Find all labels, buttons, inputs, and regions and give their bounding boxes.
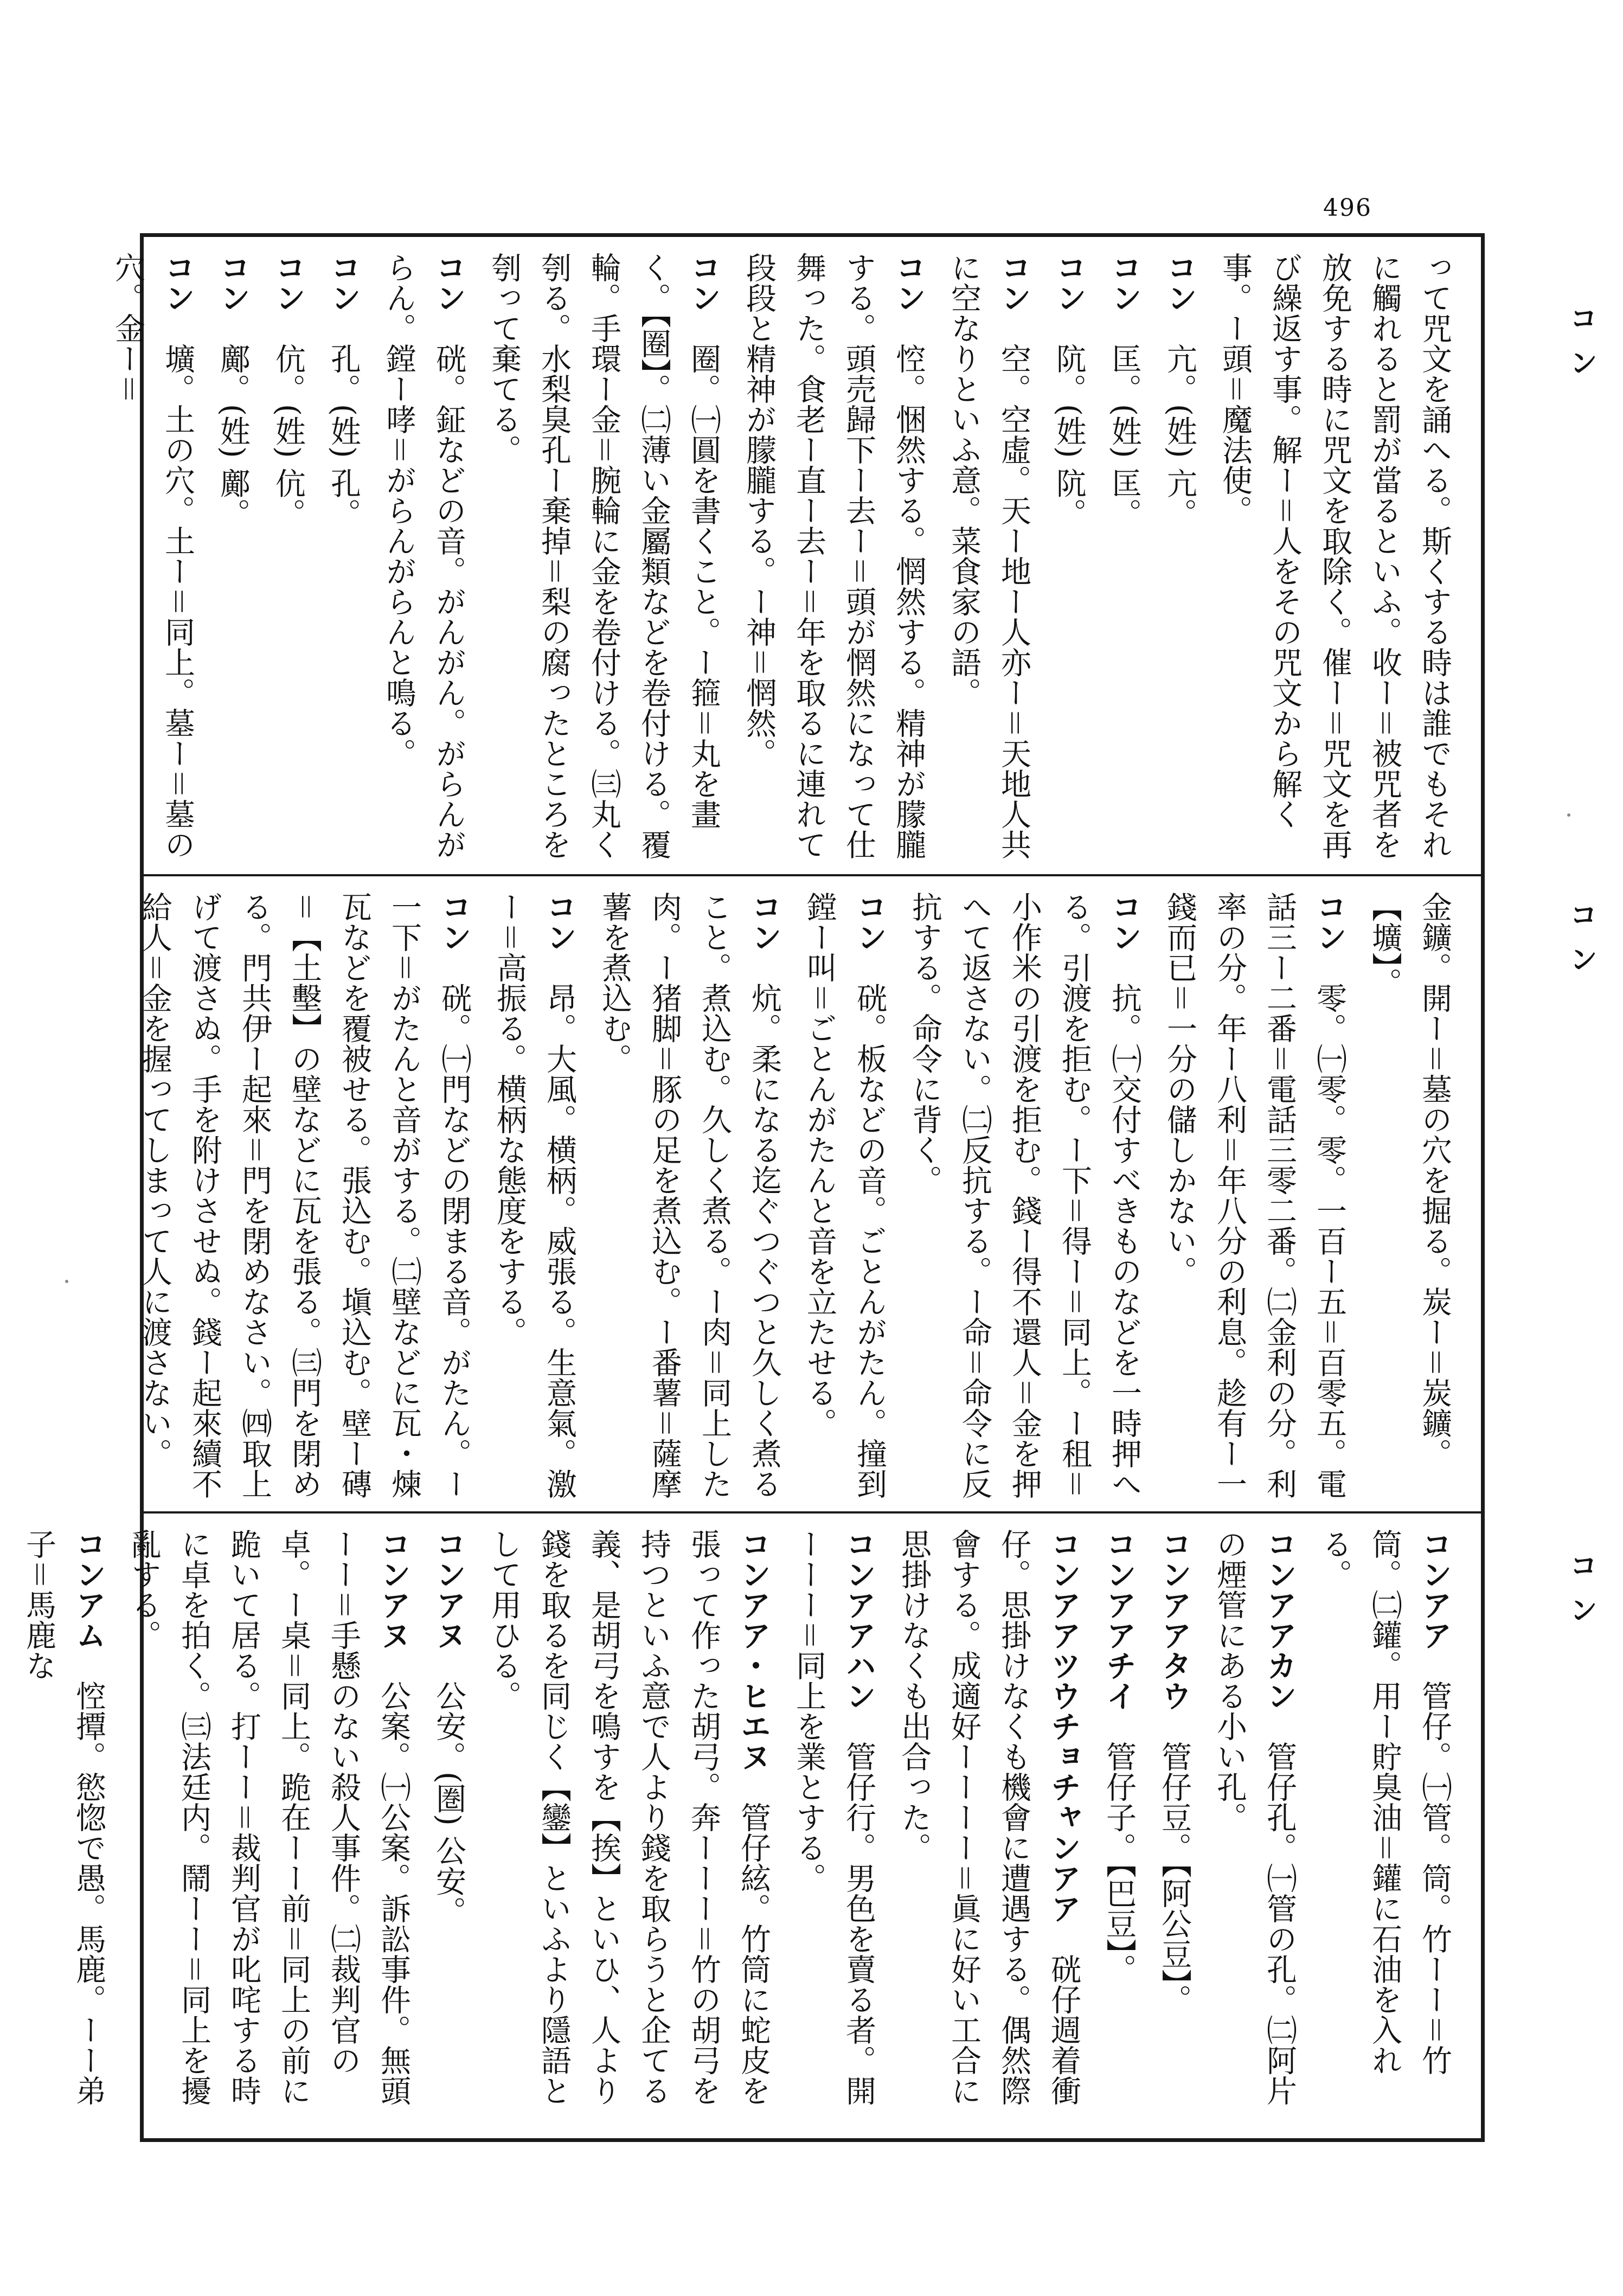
- entry-reading: コンアアカン: [1262, 1529, 1297, 1711]
- entry-definition: 管仔。㈠管。筒。竹ーー＝竹筒。㈡鑵。用ー貯臭油＝鑵に石油を入れる。: [1317, 1529, 1452, 2075]
- entry-reading: コン: [215, 252, 251, 313]
- entry-reading: コン: [1162, 252, 1197, 313]
- entry-reading: コン: [271, 252, 306, 313]
- dictionary-entry: [484, 892, 584, 1500]
- dictionary-entry: [1099, 252, 1149, 863]
- entry-spacer: [891, 313, 926, 343]
- entry-reading: コン: [326, 252, 361, 313]
- dictionary-entry: [794, 892, 894, 1500]
- entry-reading: コン: [686, 252, 721, 313]
- dictionary-entry: [263, 252, 313, 863]
- dictionary-entry: [119, 1529, 418, 2127]
- entry-spacer: [686, 313, 721, 343]
- entry-definition: 管仔絃。竹筒に蛇皮を張って作った胡弓。奔ーーー＝竹の胡弓を持つといふ意で人より錢を取らうと企てる義、是胡弓を鳴すを【挨】といひ、人より錢を取るを同じく【鑾】といふより隱語として用ひる。: [486, 1529, 771, 2106]
- entry-definition: 抗。㈠交付すべきものなどを一時押へる。引渡を拒む。ー下＝得ー＝同上。ー租＝小作米の引渡を拒む。錢ー得不還人＝金を押へて返さない。㈡反抗する。ー命＝命令に反抗する。命令に背く。: [907, 892, 1142, 1499]
- tier-top: [110, 237, 1481, 874]
- dictionary-entry: [130, 892, 479, 1500]
- entry-definition: 壙。土の穴。土ー＝同上。墓ー＝墓の穴。金ー＝: [110, 252, 195, 860]
- entry-spacer: [996, 313, 1031, 343]
- entry-definition: 金鑛。開ー＝墓の穴を掘る。炭ー＝炭鑛。【壙】。: [1367, 892, 1452, 1468]
- entry-spacer: [431, 313, 466, 343]
- entry-reading: コン: [1312, 892, 1347, 952]
- entry-definition: 炕。柔になる迄ぐつぐつと久しく煮ること。煮込む。久しく煮る。ー肉＝同上した肉。ー猪脚＝豚の足を煮込む。ー番薯＝薩摩薯を煮込む。: [597, 892, 782, 1499]
- dictionary-entry: [784, 1529, 883, 2127]
- dictionary-entry: [734, 252, 933, 863]
- entry-reading: コンアヌ: [376, 1529, 411, 1650]
- entry-spacer: [1417, 1650, 1452, 1681]
- entry-definition: 管仔豆。【阿公豆】。: [1157, 1741, 1192, 2015]
- entry-reading: コン: [891, 252, 926, 313]
- entry-spacer: [1051, 313, 1087, 343]
- scan-speck: [65, 1280, 68, 1283]
- entry-reading: コン: [1051, 252, 1087, 313]
- entry-reading: コンアム: [71, 1529, 106, 1650]
- tier-bottom-columns: [21, 1529, 1459, 2127]
- entry-reading: コン: [747, 892, 782, 952]
- entry-definition: 孔。(姓) 孔。: [326, 343, 361, 529]
- entry-reading: コン: [437, 892, 472, 952]
- dictionary-entry: [1359, 892, 1459, 1500]
- entry-spacer: [1101, 1711, 1137, 1741]
- running-head-middle: コン: [1564, 900, 1597, 989]
- entry-definition: 匡。(姓) 匡。: [1107, 343, 1142, 529]
- entry-reading: コンアア・ヒエヌ: [736, 1529, 771, 1772]
- dictionary-entry: [374, 252, 473, 863]
- entry-spacer: [747, 952, 782, 983]
- entry-spacer: [215, 313, 251, 343]
- entry-reading: コン: [542, 892, 577, 952]
- entry-definition: 管仔子。【巴豆】。: [1101, 1741, 1137, 1984]
- running-head-top: コン: [1564, 304, 1597, 393]
- entry-definition: 硄。板などの音。ごとんがたん。撞到鏜ー叫＝ごとんがたんと音を立たせる。: [802, 892, 887, 1499]
- dictionary-frame: [21, 233, 1485, 2142]
- entry-reading: コンアア: [1417, 1529, 1452, 1650]
- entry-reading: コンアアタウ: [1157, 1529, 1192, 1711]
- dictionary-entry: [589, 892, 789, 1500]
- dictionary-entry: [1204, 1529, 1304, 2127]
- entry-spacer: [431, 1650, 466, 1681]
- entry-spacer: [376, 1650, 411, 1681]
- running-head-bottom: コン: [1564, 1551, 1597, 1640]
- tier-bottom: [21, 1511, 1481, 2138]
- dictionary-entry: [1094, 1529, 1144, 2127]
- entry-definition: 公安。(圏) 公安。: [431, 1681, 466, 1927]
- entry-definition: 鄺。(姓) 鄺。: [215, 343, 251, 529]
- entry-definition: 悾。悃然する。惘然する。精神が朦朧する。頭売歸下ー去ー＝頭が惘然になって仕舞った。食老ー直ー去ー＝年を取るに連れて段段と精神が朦朧する。ー神＝惘然。: [741, 252, 926, 860]
- entry-spacer: [1312, 952, 1347, 983]
- dictionary-entry: [424, 1529, 473, 2127]
- dictionary-entry: [1149, 1529, 1199, 2127]
- entry-spacer: [160, 313, 195, 343]
- dictionary-entry: [102, 252, 202, 863]
- entry-definition: 硄。㈠門などの閉まる音。がたん。ー一下＝がたんと音がする。㈡壁などに瓦・煉瓦などを覆被せる。張込む。塡込む。壁ー磚＝【土墼】の壁などに瓦を張る。㈢門を閉める。門共伊ー起來＝門を閉めなさい。㈣取上げて渡さぬ。手を附けさせぬ。錢ー起來續不給人＝金を握ってしまって人に渡さない。: [137, 892, 472, 1499]
- entry-definition: 硄。鉦などの音。がんがん。がらんがらん。鏜ー哮＝がらんがらんと鳴る。: [381, 252, 466, 860]
- entry-definition: 管仔孔。㈠管の孔。㈡阿片の煙管にある小い孔。: [1212, 1529, 1297, 2106]
- entry-spacer: [1046, 1923, 1081, 1954]
- dictionary-entry: [1210, 252, 1459, 863]
- entry-definition: って咒文を誦へる。斯くする時は誰でもそれに觸れると罰が當るといふ。收ー＝被咒者を放免する時に咒文を取除く。催ー＝咒文を再び繰返す事。解ー＝人をその咒文から解く事。ー頭＝魔法使。: [1217, 252, 1452, 860]
- tier-top-columns: [110, 252, 1459, 863]
- entry-spacer: [1107, 952, 1142, 983]
- entry-definition: 空。空虛。天ー地ー人亦ー＝天地人共に空なりといふ意。菜食家の語。: [946, 252, 1031, 860]
- entry-reading: コン: [1107, 892, 1142, 952]
- dictionary-entry: [14, 1529, 113, 2127]
- entry-spacer: [1162, 313, 1197, 343]
- entry-spacer: [1262, 1711, 1297, 1741]
- entry-spacer: [852, 952, 887, 983]
- dictionary-entry: [1044, 252, 1094, 863]
- entry-spacer: [1157, 1711, 1192, 1741]
- entry-spacer: [71, 1650, 106, 1681]
- entry-definition: 亢。(姓) 亢。: [1162, 343, 1197, 529]
- entry-definition: 零。㈠零。零。一百ー五＝百零五。電話三ー二番＝電話三零二番。㈡金利の分。利率の分。年ー八利＝年八分の利息。趁有ー一錢而已＝一分の儲しかない。: [1162, 892, 1347, 1499]
- dictionary-entry: [889, 1529, 1088, 2127]
- entry-definition: 硄仔週着衝仔。思掛けなくも機會に遭遇する。偶然際會する。成適好ーーーー＝眞に好い工合に思掛けなくも出合った。: [896, 1529, 1081, 2106]
- scan-speck: [1567, 813, 1570, 817]
- dictionary-entry: [318, 252, 368, 863]
- entry-spacer: [1107, 313, 1142, 343]
- entry-definition: 悾撢。慾惚で愚。馬鹿。ーー弟子＝馬鹿な: [21, 1529, 106, 2106]
- dictionary-entry: [208, 252, 258, 863]
- entry-spacer: [271, 313, 306, 343]
- dictionary-entry: [939, 252, 1038, 863]
- entry-reading: コンアアチイ: [1101, 1529, 1137, 1711]
- entry-spacer: [841, 1711, 876, 1741]
- entry-reading: コン: [1107, 252, 1142, 313]
- dictionary-entry: [1154, 892, 1354, 1500]
- dictionary-entry: [900, 892, 1149, 1500]
- entry-spacer: [437, 952, 472, 983]
- entry-definition: 管仔行。男色を賣る者。開ーーー＝同上を業とする。: [791, 1529, 876, 2106]
- entry-spacer: [736, 1772, 771, 1802]
- dictionary-entry: [479, 1529, 778, 2127]
- entry-definition: 公案。㈠公案。訴訟事件。無頭ーー＝手懸のない殺人事件。㈡裁判官の卓。ー桌＝同上。跪在ーー前＝同上の前に跪いて居る。打ーー＝裁判官が叱咤する時に卓を拍く。㈢法廷内。鬧ーー＝同上を擾亂する。: [126, 1529, 411, 2106]
- page-number: 496: [1323, 194, 1372, 222]
- entry-definition: 昂。大風。横柄。威張る。生意氣。激ー＝高振る。横柄な態度をする。: [492, 892, 577, 1499]
- entry-reading: コンアアツウチョチャンアア: [1046, 1529, 1081, 1923]
- dictionary-entry: [479, 252, 728, 863]
- tier-middle: [137, 874, 1481, 1511]
- entry-reading: コンアアハン: [841, 1529, 876, 1711]
- entry-spacer: [326, 313, 361, 343]
- entry-reading: コン: [996, 252, 1031, 313]
- dictionary-entry: [1154, 252, 1204, 863]
- entry-spacer: [542, 952, 577, 983]
- entry-reading: コン: [431, 252, 466, 313]
- entry-definition: 圈。㈠圓を書くこと。ー箍＝丸を畫く。【圈】。㈡薄い金屬類などを卷付ける。覆輪。手環ー金＝腕輪に金を卷付ける。㈢丸く刳る。水梨臭孔ー棄掉＝梨の腐ったところを刳って棄てる。: [486, 252, 721, 860]
- entry-definition: 阬。(姓) 阬。: [1051, 343, 1087, 529]
- entry-reading: コン: [852, 892, 887, 952]
- entry-reading: コンアヌ: [431, 1529, 466, 1650]
- dictionary-entry: [1310, 1529, 1459, 2127]
- entry-definition: 伉。(姓) 伉。: [271, 343, 306, 529]
- entry-reading: コン: [160, 252, 195, 313]
- tier-middle-columns: [137, 892, 1459, 1500]
